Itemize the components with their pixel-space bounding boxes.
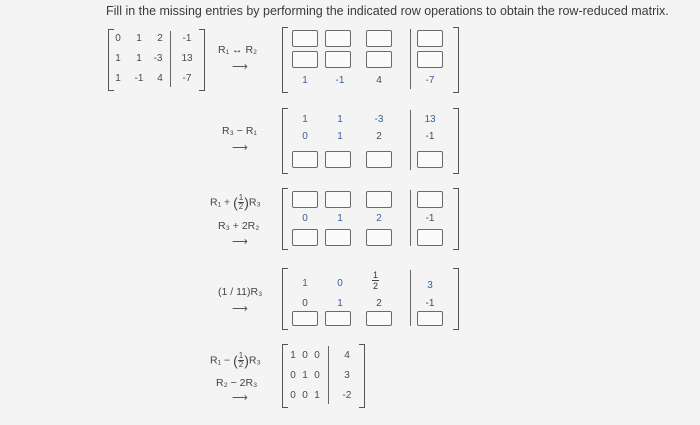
right-bracket [453, 188, 459, 250]
left-bracket [282, 27, 288, 93]
matrix-entry: 1 [115, 73, 121, 84]
augment-line [410, 29, 411, 89]
augment-line [328, 346, 329, 404]
arrow-icon: ⟶ [232, 142, 248, 154]
entry-input-box[interactable] [417, 151, 443, 168]
op-prefix: R₁ + [210, 196, 231, 209]
matrix-entry: 1 [337, 298, 343, 309]
left-bracket [282, 108, 288, 174]
entry-input-box[interactable] [325, 51, 351, 68]
left-bracket [282, 268, 288, 330]
instruction-text: Fill in the missing entries by performing the indicated row operations to obtain the row-reduced matrix. [106, 4, 669, 18]
entry-input-box[interactable] [325, 151, 351, 168]
matrix-entry: 0 [302, 390, 308, 401]
row-operation: R₁ ↔ R₂ [218, 44, 258, 56]
augment-line [410, 110, 411, 170]
right-bracket [199, 29, 205, 91]
matrix-entry: -1 [182, 33, 192, 44]
matrix-entry: -3 [374, 114, 384, 125]
matrix-entry: 4 [344, 350, 350, 361]
matrix-entry: 0 [290, 370, 296, 381]
entry-input-box[interactable] [292, 229, 318, 246]
matrix-entry: 3 [427, 280, 433, 291]
matrix-entry: -1 [425, 213, 435, 224]
right-bracket [453, 27, 459, 93]
entry-input-box[interactable] [417, 229, 443, 246]
matrix-entry: 13 [181, 53, 193, 64]
matrix-entry: 0 [290, 390, 296, 401]
row-operation: R₁ − ( $\frac{1}{2}$ )R₃ [210, 351, 261, 369]
matrix-entry: 1 [302, 75, 308, 86]
entry-input-box[interactable] [292, 30, 318, 47]
matrix-entry: -1 [425, 298, 435, 309]
entry-input-box[interactable] [417, 30, 443, 47]
right-bracket [359, 344, 365, 408]
entry-input-box[interactable] [292, 51, 318, 68]
matrix-entry: 1 [302, 278, 308, 289]
op-suffix: R₃ [248, 196, 261, 209]
matrix-entry: 2 [376, 213, 382, 224]
entry-input-box[interactable] [366, 151, 392, 168]
entry-input-box[interactable] [366, 51, 392, 68]
matrix-entry: 1 [115, 53, 121, 64]
row-operation: (1 / 11)R₃ [218, 286, 263, 298]
entry-input-box[interactable] [292, 151, 318, 168]
matrix-entry: -1 [425, 131, 435, 142]
matrix-entry: 0 [302, 131, 308, 142]
matrix-entry: 4 [376, 75, 382, 86]
matrix-entry: 0 [314, 370, 320, 381]
matrix-entry: 1 [337, 131, 343, 142]
row-operation: R₁ + ( $\frac{1}{2}$ )R₃ [210, 193, 261, 211]
left-bracket [282, 188, 288, 250]
matrix-entry: -7 [182, 73, 192, 84]
matrix-entry: 1 [337, 213, 343, 224]
matrix-entry: 0 [314, 350, 320, 361]
arrow-icon: ⟶ [232, 236, 248, 248]
entry-input-box[interactable] [417, 191, 443, 208]
row-operation: R₃ − R₁ [222, 125, 257, 137]
matrix-entry: 0 [302, 213, 308, 224]
matrix-entry: 1 [136, 33, 142, 44]
matrix-entry: -7 [425, 75, 435, 86]
row-operation: R₂ − 2R₃ [216, 377, 258, 389]
row-operation: R₃ + 2R₂ [218, 220, 260, 232]
entry-input-box[interactable] [366, 30, 392, 47]
entry-input-box[interactable] [366, 229, 392, 246]
fraction: $\frac{1}{2}$ [238, 193, 244, 211]
matrix-entry: 1 [302, 370, 308, 381]
matrix-entry: 2 [376, 298, 382, 309]
arrow-icon: ⟶ [232, 303, 248, 315]
fraction: $\frac{1}{2}$ [238, 351, 244, 369]
entry-input-box[interactable] [325, 30, 351, 47]
matrix-entry: 1 [302, 114, 308, 125]
augment-line [410, 190, 411, 246]
arrow-icon: ⟶ [232, 392, 248, 404]
matrix-entry: 0 [302, 350, 308, 361]
matrix-entry: -1 [134, 73, 144, 84]
matrix-entry: 0 [337, 278, 343, 289]
augment-line [410, 270, 411, 326]
matrix-entry: -1 [335, 75, 345, 86]
entry-input-box[interactable] [366, 191, 392, 208]
matrix-entry: 1 [314, 390, 320, 401]
entry-input-box[interactable] [417, 311, 443, 326]
matrix-entry: 1 [136, 53, 142, 64]
entry-input-box[interactable] [325, 229, 351, 246]
fraction-entry: $\frac{1}{2}$ [373, 270, 379, 291]
entry-input-box[interactable] [325, 311, 351, 326]
matrix-entry: 1 [337, 114, 343, 125]
right-bracket [453, 268, 459, 330]
matrix-entry: 1 [290, 350, 296, 361]
matrix-entry: 4 [157, 73, 163, 84]
matrix-entry: -3 [153, 53, 163, 64]
arrow-icon: ⟶ [232, 61, 248, 73]
entry-input-box[interactable] [292, 191, 318, 208]
matrix-entry: 0 [115, 33, 121, 44]
matrix-entry: 2 [376, 131, 382, 142]
matrix-entry: -2 [342, 390, 352, 401]
right-bracket [453, 108, 459, 174]
matrix-entry: 2 [157, 33, 163, 44]
entry-input-box[interactable] [366, 311, 392, 326]
entry-input-box[interactable] [417, 51, 443, 68]
matrix-entry: 13 [424, 114, 436, 125]
matrix-entry: 0 [302, 298, 308, 309]
matrix-entry: 3 [344, 370, 350, 381]
entry-input-box[interactable] [325, 191, 351, 208]
entry-input-box[interactable] [292, 311, 318, 326]
